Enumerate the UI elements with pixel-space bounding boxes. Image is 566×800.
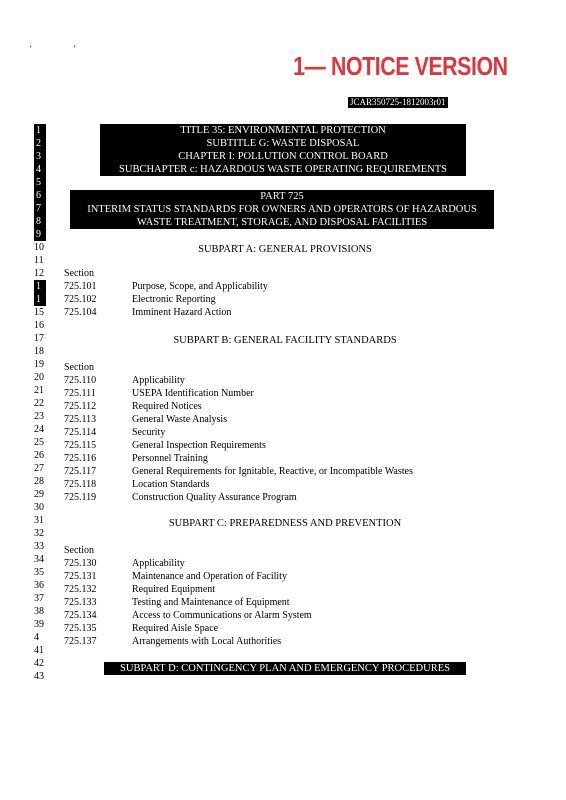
line-number: 31 — [34, 515, 44, 526]
line-number: 27 — [34, 463, 44, 474]
line-number: 38 — [34, 606, 44, 617]
line-number: 25 — [34, 437, 44, 448]
line-number: 1 — [34, 280, 46, 293]
line-number: 30 — [34, 502, 44, 513]
line-number: 11 — [34, 255, 44, 266]
section-title: Required Notices — [132, 401, 202, 412]
section-number: 725.131 — [64, 571, 97, 582]
subpart-b-heading: SUBPART B: GENERAL FACILITY STANDARDS — [173, 335, 397, 346]
line-number: 4 — [34, 163, 46, 176]
section-title: Maintenance and Operation of Facility — [132, 571, 287, 582]
section-number: 725.112 — [64, 401, 97, 412]
line-number: 20 — [34, 372, 44, 383]
section-number: 725.133 — [64, 597, 97, 608]
section-number: 725.101 — [64, 281, 97, 292]
section-number: 725.134 — [64, 610, 97, 621]
section-title: General Requirements for Ignitable, Reactive, or Incompatible Wastes — [132, 466, 413, 477]
line-number: 8 — [34, 215, 46, 228]
line-number: 1 — [34, 293, 46, 306]
line-number: 36 — [34, 580, 44, 591]
section-number: 725.115 — [64, 440, 97, 451]
section-number: 725.110 — [64, 375, 97, 386]
line-number: 6 — [34, 189, 46, 202]
section-number: 725.117 — [64, 466, 97, 477]
line-number: 28 — [34, 476, 44, 487]
section-title: Access to Communications or Alarm System — [132, 610, 312, 621]
section-title: Personnel Training — [132, 453, 208, 464]
section-column-label: Section — [64, 545, 94, 556]
section-title: Applicability — [132, 558, 185, 569]
line-number: 10 — [34, 242, 44, 253]
line-number: 41 — [34, 645, 44, 656]
line-number: 19 — [34, 359, 44, 370]
section-title: General Waste Analysis — [132, 414, 228, 425]
line-number: 12 — [34, 268, 44, 279]
document-code: JCAR350725-1812003r01 — [350, 97, 446, 107]
page-marks: ' ' — [30, 44, 96, 54]
notice-version-stamp: 1— NOTICE VERSION — [293, 51, 508, 81]
section-number: 725.104 — [64, 307, 97, 318]
line-number: 37 — [34, 593, 44, 604]
header-line: CHAPTER I: POLLUTION CONTROL BOARD — [178, 151, 388, 162]
section-title: Purpose, Scope, and Applicability — [132, 281, 268, 292]
section-number: 725.116 — [64, 453, 97, 464]
line-number: 9 — [34, 228, 46, 241]
part-line: PART 725 — [260, 191, 304, 202]
header-line: SUBCHAPTER c: HAZARDOUS WASTE OPERATING REQUIREMENTS — [119, 164, 447, 175]
section-title: Imminent Hazard Action — [132, 307, 232, 318]
subpart-c-heading: SUBPART C: PREPAREDNESS AND PREVENTION — [168, 518, 402, 529]
line-number: 5 — [34, 176, 46, 189]
line-number: 23 — [34, 411, 44, 422]
section-number: 725.113 — [64, 414, 97, 425]
line-number: 17 — [34, 333, 44, 344]
line-number: 22 — [34, 398, 44, 409]
section-title: Location Standards — [132, 479, 210, 490]
section-number: 725.130 — [64, 558, 97, 569]
line-number: 34 — [34, 554, 44, 565]
line-number: 24 — [34, 424, 44, 435]
section-title: Electronic Reporting — [132, 294, 216, 305]
subpart-a-heading: SUBPART A: GENERAL PROVISIONS — [198, 244, 372, 255]
section-number: 725.119 — [64, 492, 97, 503]
line-number: 2 — [34, 137, 46, 150]
section-title: Construction Quality Assurance Program — [132, 492, 297, 503]
section-title: Testing and Maintenance of Equipment — [132, 597, 290, 608]
line-number: 26 — [34, 450, 44, 461]
section-number: 725.114 — [64, 427, 97, 438]
subpart-d-heading: SUBPART D: CONTINGENCY PLAN AND EMERGENCY PROCEDURES — [104, 662, 466, 675]
part-line: WASTE TREATMENT, STORAGE, AND DISPOSAL FACILITIES — [136, 217, 428, 228]
header-line: SUBTITLE G: WASTE DISPOSAL — [206, 138, 360, 149]
title-header-block — [100, 124, 466, 176]
header-line: TITLE 35: ENVIRONMENTAL PROTECTION — [180, 125, 386, 136]
line-number: 29 — [34, 489, 44, 500]
section-title: General Inspection Requirements — [132, 440, 266, 451]
line-number: 1 — [34, 124, 46, 137]
line-number: 7 — [34, 202, 46, 215]
section-number: 725.102 — [64, 294, 97, 305]
section-number: 725.132 — [64, 584, 97, 595]
section-number: 725.118 — [64, 479, 97, 490]
part-line: INTERIM STATUS STANDARDS FOR OWNERS AND OPERATORS OF HAZARDOUS — [87, 204, 477, 215]
section-title: Required Equipment — [132, 584, 216, 595]
line-number: 21 — [34, 385, 44, 396]
line-number: 18 — [34, 346, 44, 357]
line-number: 15 — [34, 307, 44, 318]
line-number: 16 — [34, 320, 44, 331]
line-number: 3 — [34, 150, 46, 163]
section-column-label: Section — [64, 268, 94, 279]
section-title: Applicability — [132, 375, 185, 386]
section-title: Security — [132, 427, 166, 438]
line-number: 33 — [34, 541, 44, 552]
part-header-block — [70, 190, 494, 229]
line-number: 43 — [34, 671, 44, 682]
line-number: 32 — [34, 528, 44, 539]
section-title: USEPA Identification Number — [132, 388, 254, 399]
section-title: Required Aisle Space — [132, 623, 219, 634]
line-number: 39 — [34, 619, 44, 630]
line-number: 42 — [34, 658, 44, 669]
section-number: 725.111 — [64, 388, 96, 399]
line-number: 4 — [34, 632, 39, 643]
section-title: Arrangements with Local Authorities — [132, 636, 282, 647]
section-number: 725.135 — [64, 623, 97, 634]
section-column-label: Section — [64, 362, 94, 373]
line-number: 35 — [34, 567, 44, 578]
section-number: 725.137 — [64, 636, 97, 647]
